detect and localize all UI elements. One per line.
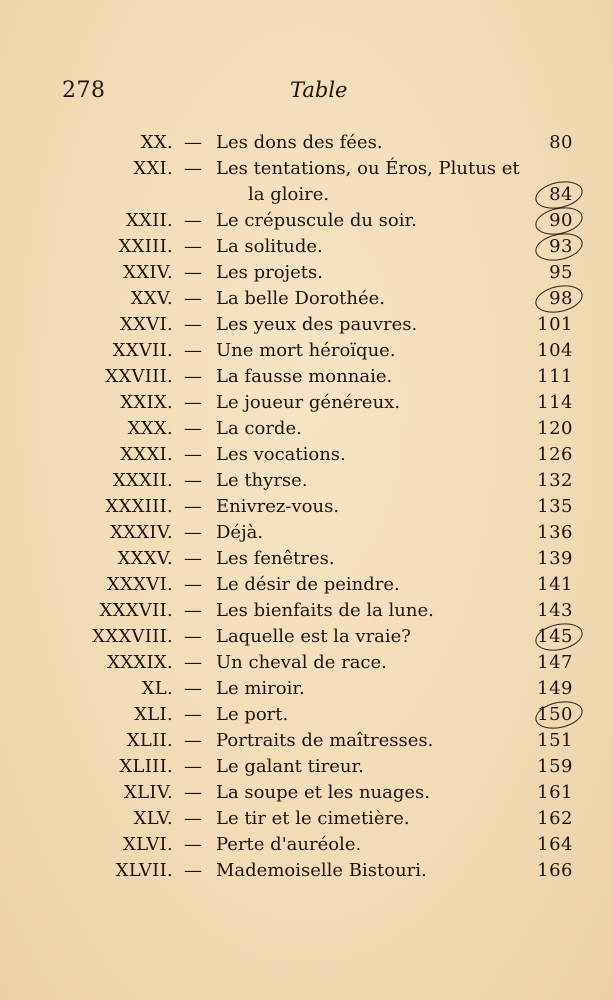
chapter-numeral: XXXIV. [110, 522, 173, 543]
toc-entry [0, 468, 613, 494]
chapter-numeral: XX. [140, 132, 173, 153]
page-reference: 136 [537, 522, 573, 543]
toc-entry [0, 390, 613, 416]
chapter-title [216, 702, 288, 728]
page-reference: 159 [537, 756, 573, 777]
em-dash: — [184, 626, 202, 647]
toc-entry [0, 364, 613, 390]
toc-entry [0, 650, 613, 676]
chapter-numeral: XXVI. [120, 314, 173, 335]
toc-entry [0, 286, 613, 312]
page-reference: 143 [537, 600, 573, 621]
chapter-numeral: XXXVI. [106, 574, 173, 595]
chapter-numeral: XXXI. [120, 444, 173, 465]
chapter-title [216, 208, 417, 234]
em-dash: — [184, 756, 202, 777]
chapter-title [216, 234, 323, 260]
toc-entry [0, 832, 613, 858]
page-reference: 84 [549, 184, 573, 205]
chapter-title-text: Un cheval de race. [216, 652, 387, 673]
toc-entry [0, 572, 613, 598]
em-dash: — [184, 730, 202, 751]
chapter-title-text: La corde. [216, 418, 302, 439]
em-dash: — [184, 418, 202, 439]
em-dash: — [184, 366, 202, 387]
chapter-numeral: XXX. [127, 418, 173, 439]
chapter-title-text: Le port. [216, 704, 289, 725]
chapter-numeral: XLII. [126, 730, 173, 751]
page-reference: 98 [549, 288, 573, 309]
chapter-title-continuation: la gloire. [248, 184, 330, 205]
toc-entry [0, 130, 613, 156]
chapter-title-text: Les yeux des pauvres. [216, 314, 418, 335]
chapter-title-text: Les projets. [216, 262, 323, 283]
chapter-numeral: XXII. [125, 210, 173, 231]
chapter-title [216, 650, 387, 676]
chapter-title [216, 754, 364, 780]
chapter-title-text: Une mort héroïque. [216, 340, 396, 361]
em-dash: — [184, 704, 202, 725]
em-dash: — [184, 210, 202, 231]
em-dash: — [184, 288, 202, 309]
chapter-title-text: Les vocations. [216, 444, 346, 465]
chapter-numeral: XLVI. [123, 834, 173, 855]
em-dash: — [184, 314, 202, 335]
chapter-title-text: Le thyrse. [216, 470, 308, 491]
toc-entry [0, 416, 613, 442]
chapter-numeral: XLIII. [119, 756, 173, 777]
em-dash: — [184, 158, 202, 179]
em-dash: — [184, 678, 202, 699]
chapter-numeral: XXI. [133, 158, 173, 179]
toc-entry [0, 676, 613, 702]
page-reference: 162 [537, 808, 573, 829]
chapter-title [216, 676, 305, 702]
page-reference: 166 [537, 860, 573, 881]
em-dash: — [184, 860, 202, 881]
em-dash: — [184, 522, 202, 543]
chapter-title [216, 130, 383, 156]
chapter-title-text: Laquelle est la vraie? [216, 626, 411, 647]
chapter-title [216, 338, 396, 364]
chapter-title-text: Le crépuscule du soir. [216, 210, 417, 231]
page-reference: 80 [549, 132, 573, 153]
chapter-title [216, 416, 302, 442]
chapter-title [216, 728, 433, 754]
chapter-title-text: La belle Dorothée. [216, 288, 386, 309]
running-head: Table [290, 78, 348, 102]
chapter-title [216, 390, 400, 416]
toc-entry [0, 858, 613, 884]
em-dash: — [184, 340, 202, 361]
chapter-title-text: Mademoiselle Bistouri. [216, 860, 427, 881]
em-dash: — [184, 236, 202, 257]
em-dash: — [184, 782, 202, 803]
page-reference: 141 [537, 574, 573, 595]
em-dash: — [184, 548, 202, 569]
page-reference: 132 [537, 470, 573, 491]
chapter-numeral: XXXVII. [99, 600, 173, 621]
chapter-title [216, 572, 400, 598]
chapter-title-text: La fausse monnaie. [216, 366, 393, 387]
page-number: 278 [62, 78, 106, 103]
toc-entry [0, 780, 613, 806]
chapter-title [216, 832, 361, 858]
chapter-title-text: Le désir de peindre. [216, 574, 400, 595]
page-reference: 114 [537, 392, 573, 413]
chapter-title-text: Déjà. [216, 522, 264, 543]
chapter-title-text: Perte d'auréole. [216, 834, 362, 855]
page-reference: 135 [537, 496, 573, 517]
toc-entry [0, 754, 613, 780]
chapter-title-text: La solitude. [216, 236, 323, 257]
em-dash: — [184, 392, 202, 413]
page-reference: 151 [537, 730, 573, 751]
page-reference: 150 [537, 704, 573, 725]
page-reference: 95 [549, 262, 573, 283]
em-dash: — [184, 470, 202, 491]
chapter-numeral: XL. [141, 678, 173, 699]
chapter-title [216, 260, 323, 286]
chapter-numeral: XXXV. [117, 548, 173, 569]
chapter-numeral: XXXII. [112, 470, 173, 491]
toc-entry [0, 234, 613, 260]
toc-entry [0, 546, 613, 572]
toc-entry [0, 442, 613, 468]
chapter-title-text: Portraits de maîtresses. [216, 730, 434, 751]
page-reference: 126 [537, 444, 573, 465]
chapter-numeral: XLVII. [115, 860, 173, 881]
chapter-numeral: XXIII. [118, 236, 173, 257]
chapter-title-text: La soupe et les nuages. [216, 782, 430, 803]
chapter-numeral: XXXVIII. [92, 626, 173, 647]
chapter-title [216, 364, 392, 390]
chapter-title-text: Enivrez-vous. [216, 496, 340, 517]
chapter-title-text: Le galant tireur. [216, 756, 364, 777]
chapter-numeral: XLV. [133, 808, 173, 829]
toc-entry [0, 520, 613, 546]
chapter-numeral: XXXIII. [105, 496, 173, 517]
em-dash: — [184, 834, 202, 855]
chapter-title-text: Le tir et le cimetière. [216, 808, 410, 829]
toc-entry [0, 806, 613, 832]
chapter-title [216, 598, 434, 624]
chapter-title [216, 624, 411, 650]
em-dash: — [184, 808, 202, 829]
chapter-title-text: Le miroir. [216, 678, 305, 699]
chapter-title [216, 494, 339, 520]
chapter-numeral: XXIX. [120, 392, 173, 413]
em-dash: — [184, 132, 202, 153]
page-reference: 164 [537, 834, 573, 855]
chapter-numeral: XXVII. [112, 340, 173, 361]
chapter-title-text: Les fenêtres. [216, 548, 335, 569]
chapter-title-text: Les dons des fées. [216, 132, 383, 153]
toc-entry [0, 702, 613, 728]
chapter-title [216, 546, 335, 572]
toc-entry [0, 728, 613, 754]
page-reference: 149 [537, 678, 573, 699]
page-reference: 139 [537, 548, 573, 569]
chapter-title-text: Le joueur généreux. [216, 392, 401, 413]
em-dash: — [184, 444, 202, 465]
chapter-title-text: Les bienfaits de la lune. [216, 600, 434, 621]
em-dash: — [184, 496, 202, 517]
page-reference: 90 [549, 210, 573, 231]
toc-entry [0, 624, 613, 650]
page-reference: 120 [537, 418, 573, 439]
chapter-title [216, 806, 410, 832]
chapter-title [216, 442, 346, 468]
toc-entry [0, 494, 613, 520]
chapter-title [216, 780, 430, 806]
chapter-title-text: Les tentations, ou Éros, Plutus et [216, 158, 520, 179]
toc-entry [0, 598, 613, 624]
toc-entry [0, 338, 613, 364]
toc-entry [0, 156, 613, 205]
chapter-title [216, 156, 520, 205]
em-dash: — [184, 262, 202, 283]
chapter-numeral: XXXIX. [107, 652, 173, 673]
toc-entry [0, 208, 613, 234]
page-reference: 111 [537, 366, 573, 387]
chapter-numeral: XXVIII. [105, 366, 173, 387]
em-dash: — [184, 600, 202, 621]
page-reference: 93 [549, 236, 573, 257]
toc-entry [0, 312, 613, 338]
chapter-numeral: XXV. [130, 288, 173, 309]
page-reference: 145 [537, 626, 573, 647]
chapter-title [216, 858, 427, 884]
chapter-title [216, 312, 417, 338]
em-dash: — [184, 652, 202, 673]
page-reference: 147 [537, 652, 573, 673]
chapter-numeral: XLI. [134, 704, 173, 725]
page-reference: 101 [537, 314, 573, 335]
page-reference: 161 [537, 782, 573, 803]
chapter-numeral: XLIV. [124, 782, 173, 803]
em-dash: — [184, 574, 202, 595]
chapter-numeral: XXIV. [123, 262, 173, 283]
chapter-title [216, 468, 308, 494]
chapter-title [216, 286, 385, 312]
toc-entry [0, 260, 613, 286]
chapter-title [216, 520, 263, 546]
page-reference: 104 [537, 340, 573, 361]
